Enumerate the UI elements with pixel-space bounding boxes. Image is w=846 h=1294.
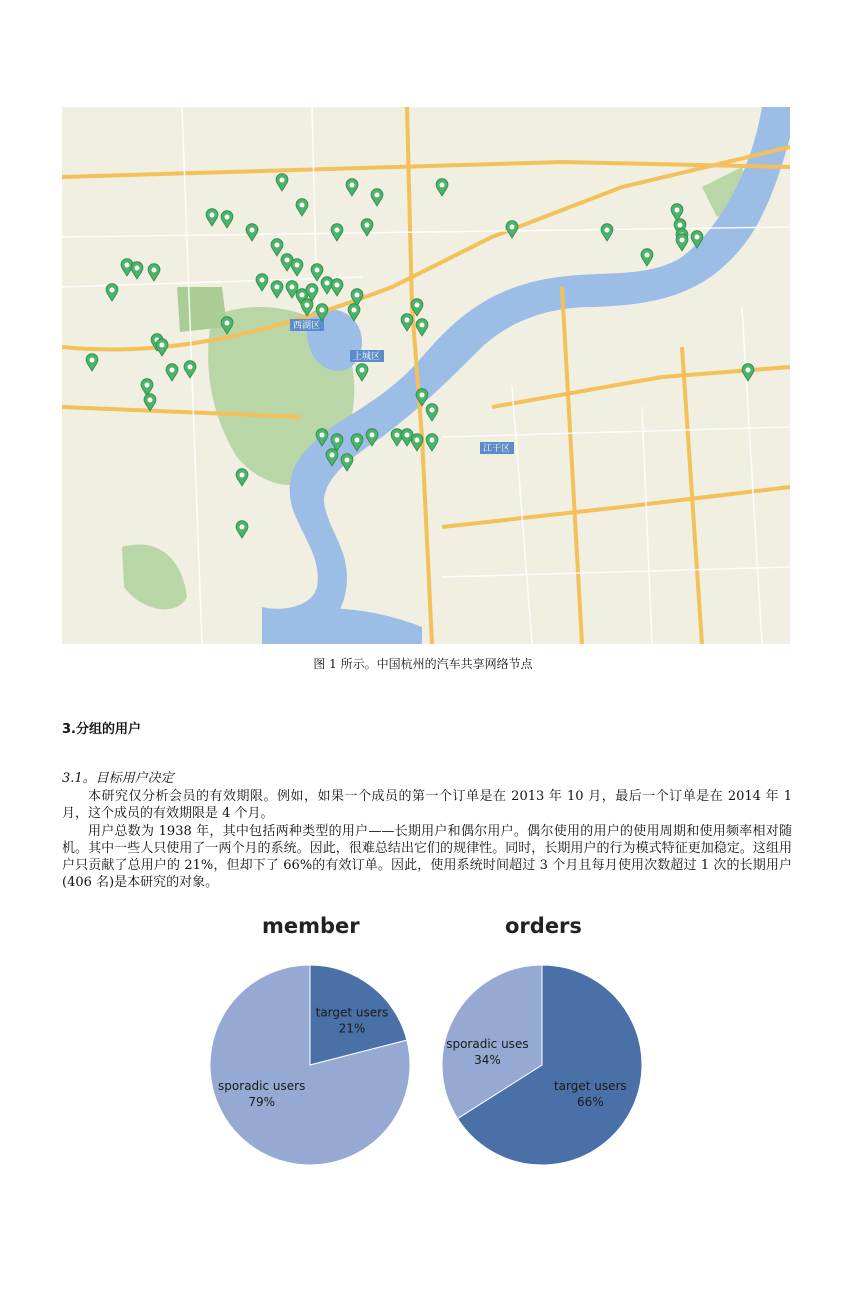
network-node-marker bbox=[296, 199, 308, 216]
network-node-marker bbox=[436, 179, 448, 196]
network-node-marker bbox=[131, 262, 143, 279]
subsection-heading: 3.1。目标用户决定 bbox=[62, 771, 174, 786]
network-node-marker bbox=[742, 364, 754, 381]
slice-value-label: 66% bbox=[576, 1095, 604, 1110]
svg-text:西湖区: 西湖区 bbox=[293, 321, 321, 331]
network-node-marker bbox=[144, 394, 156, 411]
network-node-marker bbox=[206, 209, 218, 226]
network-node-marker bbox=[148, 264, 160, 281]
car-sharing-network-map bbox=[62, 107, 790, 644]
network-node-marker bbox=[256, 274, 268, 291]
network-node-marker bbox=[184, 361, 196, 378]
network-node-marker bbox=[246, 224, 258, 241]
network-node-marker bbox=[291, 259, 303, 276]
network-node-marker bbox=[371, 189, 383, 206]
svg-text:江干区: 江干区 bbox=[483, 444, 511, 454]
network-node-marker bbox=[341, 454, 353, 471]
figure-caption: 图 1 所示。中国杭州的汽车共享网络节点 bbox=[313, 657, 533, 671]
network-node-marker bbox=[331, 279, 343, 296]
slice-label: target users bbox=[553, 1079, 627, 1094]
network-node-marker bbox=[506, 221, 518, 238]
slice-label: sporadic users bbox=[218, 1079, 306, 1094]
network-node-marker bbox=[641, 249, 653, 266]
slice-label: sporadic uses bbox=[446, 1037, 529, 1052]
park-area bbox=[122, 544, 187, 609]
network-node-marker bbox=[166, 364, 178, 381]
park-area bbox=[177, 287, 227, 332]
network-node-marker bbox=[271, 281, 283, 298]
slice-value-label: 21% bbox=[338, 1021, 366, 1036]
slice-label: target users bbox=[315, 1005, 389, 1020]
network-node-marker bbox=[236, 469, 248, 486]
slice-value-label: 34% bbox=[474, 1053, 501, 1068]
network-node-marker bbox=[156, 339, 168, 356]
network-node-marker bbox=[236, 521, 248, 538]
network-node-marker bbox=[106, 284, 118, 301]
paragraph: 用户总数为 1938 年，其中包括两种类型的用户——长期用户和偶尔用户。偶尔使用的用户的使用周期和使用频率相对随机。其中一些人只使用了一两个月的系统。因此，很难总结出它们的规律性。同时，长期用户的行为模式特征更加稳定。这组用户只贡献了总用户的 21%，但却下了 66%的有效订单。因此，使用系统时间超过 3 个月且每月使用次数超过 1 次的长期用户(406 名)是本研究的对象。 bbox=[62, 824, 792, 890]
network-node-marker bbox=[676, 234, 688, 251]
river-branch bbox=[262, 608, 422, 644]
slice-value-label: 79% bbox=[248, 1095, 276, 1110]
svg-text:上城区: 上城区 bbox=[353, 352, 381, 362]
member-pie-chart bbox=[205, 960, 415, 1170]
network-node-marker bbox=[601, 224, 613, 241]
paragraph: 本研究仅分析会员的有效期限。例如，如果一个成员的第一个订单是在 2013 年 10 月，最后一个订单是在 2014 年 1 月，这个成员的有效期限是 4 个月。 bbox=[62, 789, 792, 821]
network-node-marker bbox=[346, 179, 358, 196]
network-node-marker bbox=[426, 434, 438, 451]
network-node-marker bbox=[221, 211, 233, 228]
map-svg bbox=[62, 107, 790, 644]
chart-title-orders: orders bbox=[505, 914, 582, 938]
network-node-marker bbox=[271, 239, 283, 256]
network-node-marker bbox=[426, 404, 438, 421]
network-node-marker bbox=[331, 224, 343, 241]
network-node-marker bbox=[401, 314, 413, 331]
network-node-marker bbox=[276, 174, 288, 191]
network-node-marker bbox=[86, 354, 98, 371]
chart-title-member: member bbox=[262, 914, 360, 938]
network-node-marker bbox=[416, 319, 428, 336]
network-node-marker bbox=[356, 364, 368, 381]
section-heading: 3.分组的用户 bbox=[62, 722, 141, 737]
orders-pie-chart bbox=[437, 960, 647, 1170]
